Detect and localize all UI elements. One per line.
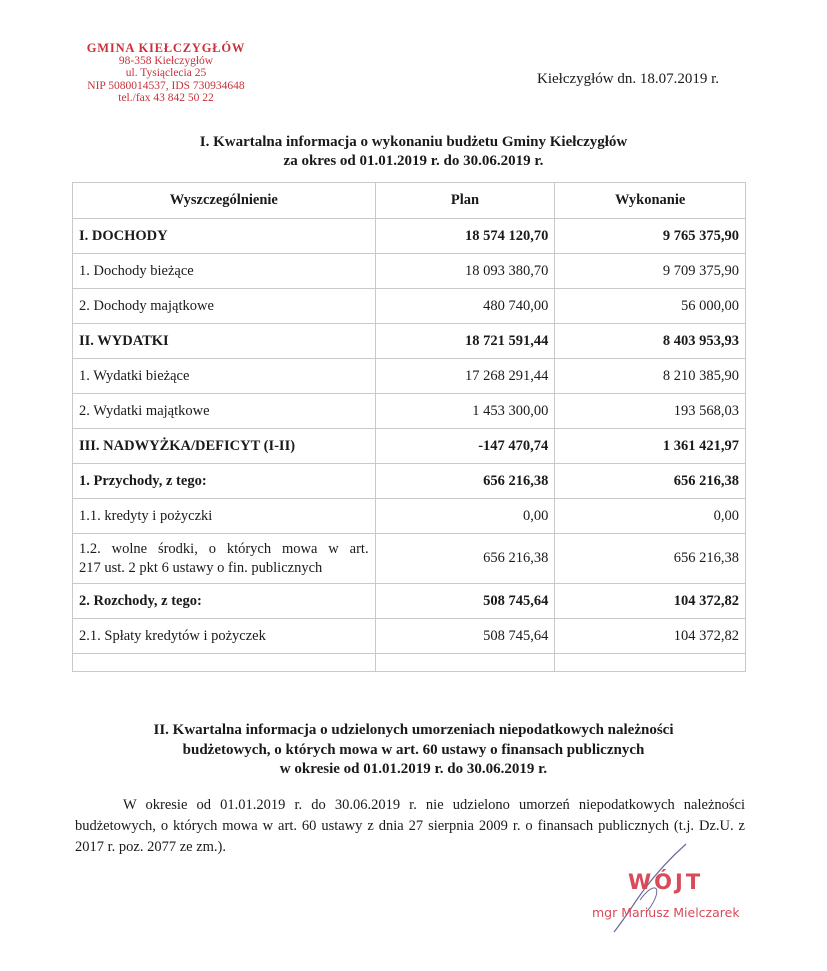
- section2-title-line2: budżetowych, o których mowa w art. 60 ustawy o finansach publicznych: [182, 741, 645, 758]
- row-label: I. DOCHODY: [73, 219, 376, 254]
- section2-title: [0, 721, 827, 780]
- row-plan: 18 721 591,44: [375, 324, 555, 359]
- row-plan: 508 745,64: [375, 584, 555, 619]
- table-empty-row: [73, 654, 746, 672]
- section1-title: [0, 133, 827, 171]
- table-row: [73, 219, 746, 254]
- stamp-street: ul. Tysiąclecia 25: [125, 67, 207, 79]
- table-row: [73, 394, 746, 429]
- table-row: [73, 584, 746, 619]
- row-execution: 656 216,38: [555, 534, 746, 584]
- row-label: 2.1. Spłaty kredytów i pożyczek: [73, 619, 376, 654]
- row-label: [73, 534, 376, 584]
- row-execution: 1 361 421,97: [555, 429, 746, 464]
- row-label: 1. Przychody, z tego:: [73, 464, 376, 499]
- empty-cell: [375, 654, 555, 672]
- row-execution: 104 372,82: [555, 619, 746, 654]
- row-plan: 0,00: [375, 499, 555, 534]
- row-label: 2. Dochody majątkowe: [73, 289, 376, 324]
- stamp-name: GMINA KIEŁCZYGŁÓW: [86, 41, 246, 55]
- row-label: II. WYDATKI: [73, 324, 376, 359]
- row-label: 1.1. kredyty i pożyczki: [73, 499, 376, 534]
- row-plan: 18 093 380,70: [375, 254, 555, 289]
- signature-name: mgr Mariusz Mielczarek: [592, 905, 740, 920]
- header-description: Wyszczególnienie: [73, 183, 376, 219]
- row-plan: 18 574 120,70: [375, 219, 555, 254]
- row-execution: 0,00: [555, 499, 746, 534]
- table-header-row: [73, 183, 746, 219]
- table-row: [73, 289, 746, 324]
- row-plan: 656 216,38: [375, 464, 555, 499]
- table-row: [73, 619, 746, 654]
- row-label: 1. Wydatki bieżące: [73, 359, 376, 394]
- row-plan: 1 453 300,00: [375, 394, 555, 429]
- table-row: [73, 359, 746, 394]
- empty-cell: [73, 654, 376, 672]
- row-execution: 656 216,38: [555, 464, 746, 499]
- municipality-stamp: [66, 42, 266, 105]
- section2-title-line3: w okresie od 01.01.2019 r. do 30.06.2019 r.: [279, 761, 548, 777]
- row-plan: 656 216,38: [375, 534, 555, 584]
- table-row: [73, 254, 746, 289]
- empty-cell: [555, 654, 746, 672]
- row-label: 2. Rozchody, z tego:: [73, 584, 376, 619]
- row-label-line2: 217 ust. 2 pkt 6 ustawy o fin. publicznych: [79, 559, 323, 576]
- row-execution: 56 000,00: [555, 289, 746, 324]
- stamp-phone: tel./fax 43 842 50 22: [118, 92, 214, 104]
- section2-paragraph: W okresie od 01.01.2019 r. do 30.06.2019 r. nie udzielono umorzeń niepodatkowych należności budżetowych, o których mowa w art. 60 ustawy z dnia 27 sierpnia 2009 r. o finansach publicznych (t.j. Dz.U. z 2017 r. poz. 2077 ze zm.).: [75, 797, 745, 855]
- stamp-ids: NIP 5080014537, IDS 730934648: [87, 79, 245, 92]
- table-row: [73, 464, 746, 499]
- row-label: III. NADWYŻKA/DEFICYT (I-II): [73, 429, 376, 464]
- budget-table: [72, 182, 746, 672]
- header-plan: Plan: [375, 183, 555, 219]
- row-execution: 8 210 385,90: [555, 359, 746, 394]
- section1-title-line2: za okres od 01.01.2019 r. do 30.06.2019 r.: [283, 153, 544, 169]
- section1-title-line1: I. Kwartalna informacja o wykonaniu budżetu Gminy Kiełczygłów: [199, 134, 628, 150]
- place-date: Kiełczygłów dn. 18.07.2019 r.: [537, 71, 720, 87]
- row-execution: 9 709 375,90: [555, 254, 746, 289]
- row-plan: 480 740,00: [375, 289, 555, 324]
- header-execution: Wykonanie: [555, 183, 746, 219]
- row-label-line1: 1.2. wolne środki, o których mowa w art.: [79, 540, 369, 557]
- table-row: [73, 499, 746, 534]
- row-execution: 193 568,03: [555, 394, 746, 429]
- row-plan: 508 745,64: [375, 619, 555, 654]
- stamp-postal: 98-358 Kiełczygłów: [118, 54, 214, 67]
- signature-title: WÓJT: [628, 870, 704, 894]
- table-row: [73, 324, 746, 359]
- row-plan: 17 268 291,44: [375, 359, 555, 394]
- row-label: 1. Dochody bieżące: [73, 254, 376, 289]
- table-row: [73, 429, 746, 464]
- row-plan: -147 470,74: [375, 429, 555, 464]
- row-label: 2. Wydatki majątkowe: [73, 394, 376, 429]
- row-execution: 9 765 375,90: [555, 219, 746, 254]
- table-row: [73, 534, 746, 584]
- row-execution: 8 403 953,93: [555, 324, 746, 359]
- row-execution: 104 372,82: [555, 584, 746, 619]
- section2-title-line1: II. Kwartalna informacja o udzielonych umorzeniach niepodatkowych należności: [153, 722, 674, 738]
